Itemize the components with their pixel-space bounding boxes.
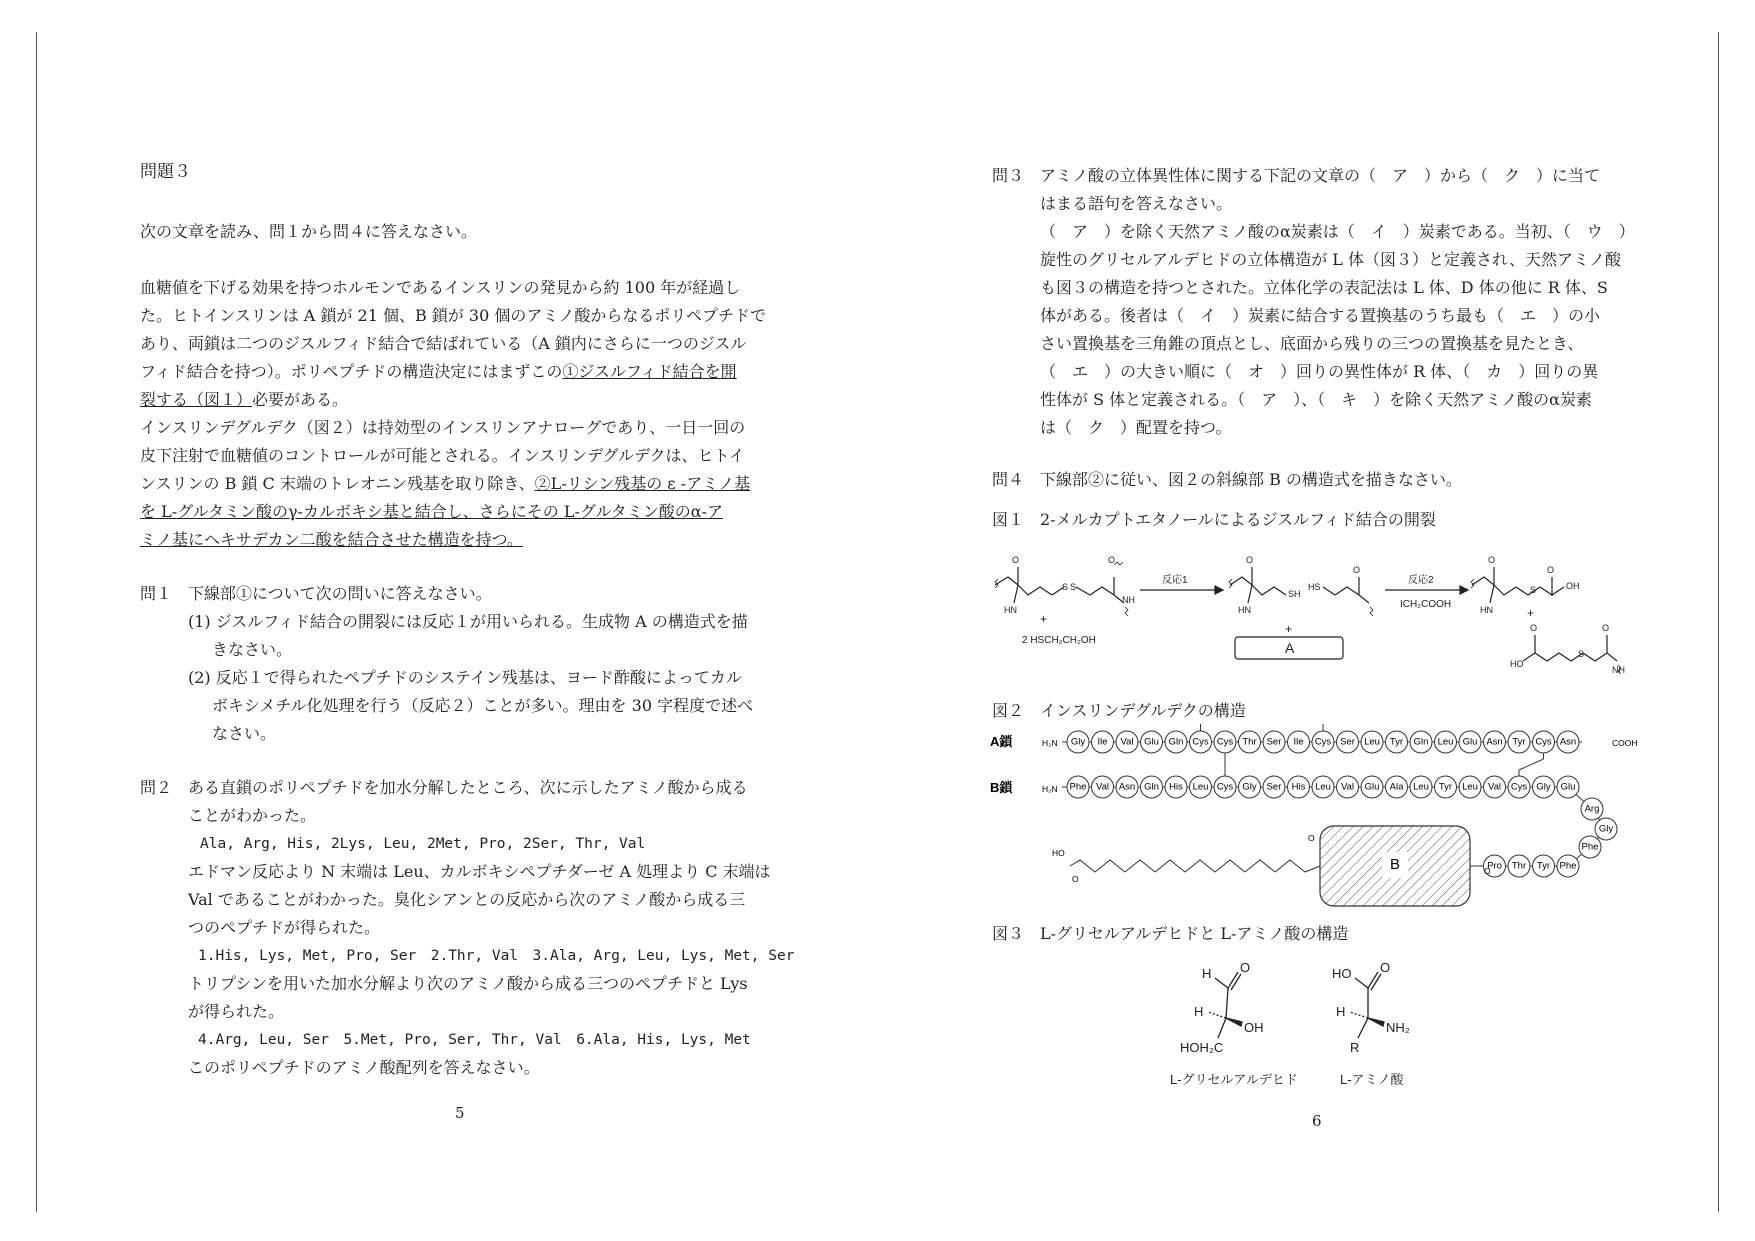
chain-b-residue-ser: Ser: [1266, 781, 1282, 793]
para1-line: あり、両鎖は二つのジスルフィド結合で結ばれている（A 鎖内にさらに一つのジスル: [140, 334, 747, 353]
hexadecanedioic-acid-chain: [1070, 860, 1320, 872]
chain-b-residue-ala: Ala: [1389, 781, 1404, 793]
chain-b-residue-gly: Gly: [1536, 781, 1551, 793]
fig2-caption: 図２ インスリンデグルデクの構造: [992, 701, 1246, 720]
q3-line: は（ ク ）配置を持つ。: [1040, 418, 1232, 437]
chain-a-residue-tyr: Tyr: [1512, 736, 1526, 748]
plus-sign: +: [1527, 606, 1535, 620]
q3-line: （ エ ）の大きい順に（ オ ）回りの異性体が R 体、（ カ ）回りの異: [1040, 362, 1599, 381]
chain-b-residue-gly: Gly: [1242, 781, 1257, 793]
chain-b-residue-tyr: Tyr: [1536, 860, 1551, 872]
q3-line: 旋性のグリセルアルデヒドの立体構造が L 体（図３）と定義され、天然アミノ酸: [1040, 250, 1621, 269]
chain-a-residue-gly: Gly: [1070, 736, 1086, 748]
chain-b-residue-phe: Phe: [1069, 781, 1087, 793]
page-number-left: 5: [455, 1104, 465, 1122]
fatty-acid-ho: HO: [1052, 848, 1065, 858]
chain-b-n-terminus: H₂N: [1042, 784, 1058, 794]
atom-r: R: [1350, 1040, 1360, 1055]
fig3-caption: 図３ L-グリセルアルデヒドと L-アミノ酸の構造: [992, 924, 1349, 943]
chain-a-residue-tyr: Tyr: [1389, 736, 1404, 748]
page-edge-left: [36, 32, 37, 1212]
chain-b-residue-his: His: [1291, 781, 1306, 793]
atom-oh: OH: [1566, 581, 1580, 591]
chain-a-residue-val: Val: [1120, 736, 1134, 748]
chain-a-residue-asn: Asn: [1486, 736, 1503, 748]
q3-line: も図３の構造を持つとされた。立体化学の表記法は L 体、D 体の他に R 体、S: [1040, 278, 1608, 297]
q3-line: はまる語句を答えなさい。: [1040, 194, 1233, 213]
atom-o: O: [1602, 623, 1610, 633]
chain-a-residue-gln: Gln: [1168, 736, 1184, 748]
chain-b-residue-leu: Leu: [1462, 781, 1478, 793]
chain-b-residue-his: His: [1169, 781, 1183, 793]
atom-o: O: [1353, 565, 1361, 575]
chain-a-residue-cys: Cys: [1535, 736, 1552, 748]
q4-text: 下線部②に従い、図２の斜線部 B の構造式を描きなさい。: [1040, 470, 1462, 489]
linker-o: O: [1484, 866, 1491, 876]
chain-b-residue-val: Val: [1095, 781, 1110, 793]
underline-1-start: ①ジスルフィド結合を開: [562, 362, 737, 381]
chain-b-residue-cys: Cys: [1216, 781, 1234, 793]
q2-body: つのペプチドが得られた。: [188, 918, 381, 937]
chain-b-residue-gln: Gln: [1144, 781, 1159, 793]
chain-b-residue-phe: Phe: [1559, 860, 1577, 872]
underline-2-line: を L-グルタミン酸のγ-カルボキシ基と結合し、さらにその L-グルタミン酸のα-ア: [140, 502, 724, 521]
chain-b-residue-pro: Pro: [1487, 860, 1502, 872]
disulfide-bond: [1519, 759, 1544, 770]
figure-3-structures: [1160, 960, 1480, 1100]
chain-a-residue-leu: Leu: [1364, 736, 1380, 748]
chain-b-residue-glu: Glu: [1560, 781, 1576, 793]
chain-a-residue-leu: Leu: [1437, 736, 1454, 748]
atom-s: S: [1530, 585, 1537, 595]
atom-sh: SH: [1288, 589, 1301, 599]
chain-b-residue-leu: Leu: [1192, 781, 1209, 793]
atom-oh: OH: [1244, 1020, 1264, 1035]
atom-s: S: [1062, 582, 1069, 592]
atom-o: O: [1246, 555, 1254, 565]
atom-o: O: [1488, 555, 1496, 565]
atom-hoh2c: HOH₂C: [1180, 1040, 1224, 1055]
q2-body2: トリプシンを用いた加水分解より次のアミノ酸から成る三つのペプチドと Lys: [188, 974, 748, 993]
para2-line: [140, 470, 750, 498]
reaction-1-label: 反応1: [1162, 575, 1188, 586]
q1-sub1: きなさい。: [212, 640, 293, 659]
figure-2-insulin-degludec: [990, 724, 1640, 924]
chain-a-c-terminus: COOH: [1612, 738, 1638, 748]
reagent-mercaptoethanol: 2 HSCH₂CH₂OH: [1022, 635, 1096, 646]
atom-s: S: [1578, 649, 1585, 659]
fatty-acid-o: O: [1072, 874, 1079, 884]
q2-body2: が得られた。: [188, 1002, 285, 1021]
q1-sub1: (1) ジスルフィド結合の開裂には反応１が用いられる。生成物 A の構造式を描: [188, 612, 748, 631]
q1-label: 問１: [140, 584, 173, 603]
q1-sub2: なさい。: [212, 724, 277, 743]
fig1-caption: 図１ 2-メルカプトエタノールによるジスルフィド結合の開裂: [992, 510, 1436, 529]
para1-text: フィド結合を持つ）。ポリペプチドの構造決定にはまずこの: [140, 362, 563, 381]
chain-a-residue-gln: Gln: [1413, 736, 1429, 748]
para1-line: [140, 358, 737, 386]
q2-peptides-2: 4.Arg, Leu, Ser 5.Met, Pro, Ser, Thr, Val 6.Ala, His, Lys, Met: [198, 1032, 751, 1048]
chain-b-residue-arg: Arg: [1584, 803, 1600, 815]
chain-b-residue-val: Val: [1340, 781, 1355, 793]
q2-body: Val であることがわかった。臭化シアンとの反応から次のアミノ酸から成る三: [188, 890, 746, 909]
chain-a-residue-cys: Cys: [1314, 736, 1332, 748]
q3-line: 体がある。後者は（ イ ）炭素に結合する置換基のうち最も（ エ ）の小: [1040, 306, 1601, 325]
product-a-box-label: A: [1285, 640, 1295, 656]
atom-o: O: [1240, 960, 1251, 975]
l-amino-acid-label: L-アミノ酸: [1340, 1072, 1404, 1087]
underline-1-end: 裂する（図１）: [140, 390, 253, 409]
q1-text: 下線部①について次の問いに答えなさい。: [188, 584, 492, 603]
chain-a-residue-cys: Cys: [1216, 736, 1234, 748]
chain-a-label: A鎖: [990, 734, 1013, 749]
chain-b-residue-glu: Glu: [1364, 781, 1380, 793]
atom-h: H: [1336, 1004, 1346, 1019]
atom-hs: HS: [1308, 582, 1321, 592]
chain-b-label: B鎖: [990, 780, 1013, 795]
q4-label: 問４: [992, 470, 1025, 489]
atom-o: O: [1012, 555, 1020, 565]
atom-h: H: [1202, 966, 1212, 981]
reagent-iodoacetic: ICH₂COOH: [1400, 599, 1452, 610]
chain-b-residue-leu: Leu: [1315, 781, 1331, 793]
chain-a-residue-asn: Asn: [1559, 736, 1577, 748]
para2-line: 皮下注射で血糖値のコントロールが可能とされる。インスリンデグルデクは、ヒトイ: [140, 446, 745, 465]
para1-line: [140, 386, 348, 414]
para1-line: 血糖値を下げる効果を持つホルモンであるインスリンの発見から約 100 年が経過し: [140, 278, 741, 297]
chain-b-residue-phe: Phe: [1581, 841, 1599, 853]
problem-title: 問題３: [140, 162, 191, 182]
chain-b-residue-asn: Asn: [1118, 781, 1136, 793]
atom-nh: NH: [1612, 665, 1625, 675]
chain-b-residue-leu: Leu: [1413, 781, 1429, 793]
underline-2-line: ミノ基にヘキサデカン二酸を結合させた構造を持つ。: [140, 530, 524, 549]
para1-tail: 必要がある。: [252, 390, 349, 409]
atom-nh2: NH₂: [1386, 1020, 1410, 1035]
para1-line: た。ヒトインスリンは A 鎖が 21 個、B 鎖が 30 個のアミノ酸からなるポリペプチドで: [140, 306, 767, 325]
chain-b-residue-val: Val: [1487, 781, 1502, 793]
chain-b-residue-tyr: Tyr: [1438, 781, 1453, 793]
chain-b-residue-cys: Cys: [1510, 781, 1528, 793]
chain-a-residue-ile: Ile: [1293, 736, 1304, 748]
q2-amino-acids: Ala, Arg, His, 2Lys, Leu, 2Met, Pro, 2Ser, Thr, Val: [200, 836, 646, 852]
reaction-2-label: 反応2: [1408, 575, 1434, 586]
chain-a-residue-cys: Cys: [1192, 736, 1209, 748]
q2-text: ことがわかった。: [188, 806, 317, 825]
q2-label: 問２: [140, 778, 173, 797]
q3-line: （ ア ）を除く天然アミノ酸のα炭素は（ イ ）炭素である。当初、（ ウ ）: [1040, 222, 1635, 241]
q2-peptides-1: 1.His, Lys, Met, Pro, Ser 2.Thr, Val 3.Ala, Arg, Leu, Lys, Met, Ser: [198, 948, 795, 964]
atom-h: H: [1194, 1004, 1204, 1019]
atom-hn: HN: [1480, 605, 1493, 615]
fatty-acid-o: O: [1308, 833, 1315, 843]
l-glyceraldehyde-label: L-グリセルアルデヒド: [1170, 1072, 1298, 1087]
chain-a-residue-glu: Glu: [1462, 736, 1478, 748]
atom-o: O: [1380, 960, 1391, 975]
chain-a-residue-ser: Ser: [1266, 736, 1282, 748]
plus-sign: +: [1040, 612, 1048, 626]
atom-hn: HN: [1238, 605, 1251, 615]
atom-o: O: [1108, 555, 1116, 565]
atom-s: S: [1070, 582, 1077, 592]
chain-a-residue-glu: Glu: [1144, 736, 1159, 748]
q2-text: ある直鎖のポリペプチドを加水分解したところ、次に示したアミノ酸から成る: [188, 778, 748, 797]
q2-last: このポリペプチドのアミノ酸配列を答えなさい。: [188, 1058, 540, 1077]
region-b-label: B: [1389, 856, 1401, 873]
page-number-right: 6: [1312, 1112, 1322, 1130]
plus-sign: +: [1285, 622, 1293, 636]
q2-body: エドマン反応より N 末端は Leu、カルボキシペプチダーゼ A 処理より C 末端は: [188, 862, 771, 881]
chain-a-residue-ser: Ser: [1340, 736, 1355, 748]
atom-ho: HO: [1510, 659, 1524, 669]
cystine-skeleton-left: [995, 567, 1052, 595]
q3-line: さい置換基を三角錐の頂点とし、底面から残りの三つの置換基を見たとき、: [1040, 334, 1584, 353]
instruction: 次の文章を読み、問１から問４に答えなさい。: [140, 222, 477, 241]
atom-o: O: [1530, 623, 1538, 633]
q3-label: 問３: [992, 166, 1025, 185]
q3-line: アミノ酸の立体異性体に関する下記の文章の（ ア ）から（ ク ）に当て: [1040, 166, 1601, 185]
chain-a-residue-thr: Thr: [1242, 736, 1257, 748]
atom-o: O: [1547, 565, 1555, 575]
chain-b-residue-gly: Gly: [1598, 823, 1614, 835]
atom-nh: NH: [1122, 595, 1135, 605]
figure-1-reaction-scheme: [990, 545, 1640, 680]
q3-line: 性体が S 体と定義される。（ ア ）、（ キ ）を除く天然アミノ酸のα炭素: [1040, 390, 1592, 409]
q1-sub2: ボキシメチル化処理を行う（反応２）ことが多い。理由を 30 字程度で述べ: [212, 696, 754, 715]
atom-ho: HO: [1332, 966, 1352, 981]
chain-a-residue-ile: Ile: [1097, 736, 1108, 748]
chain-b-residue-thr: Thr: [1511, 860, 1527, 872]
para2-line: インスリンデグルデク（図２）は持効型のインスリンアナローグであり、一日一回の: [140, 418, 746, 437]
chain-a-n-terminus: H₂N: [1042, 738, 1058, 748]
cystine-skeleton-right: [1090, 577, 1124, 603]
para2-text: ンスリンの B 鎖 C 末端のトレオニン残基を取り除き、: [140, 474, 535, 493]
atom-hn: HN: [1004, 605, 1017, 615]
underline-2: ②L-リシン残基の ε -アミノ基: [534, 474, 751, 493]
q1-sub2: (2) 反応１で得られたペプチドのシステイン残基は、ヨード酢酸によってカル: [188, 668, 742, 687]
page-edge-right: [1718, 32, 1719, 1212]
